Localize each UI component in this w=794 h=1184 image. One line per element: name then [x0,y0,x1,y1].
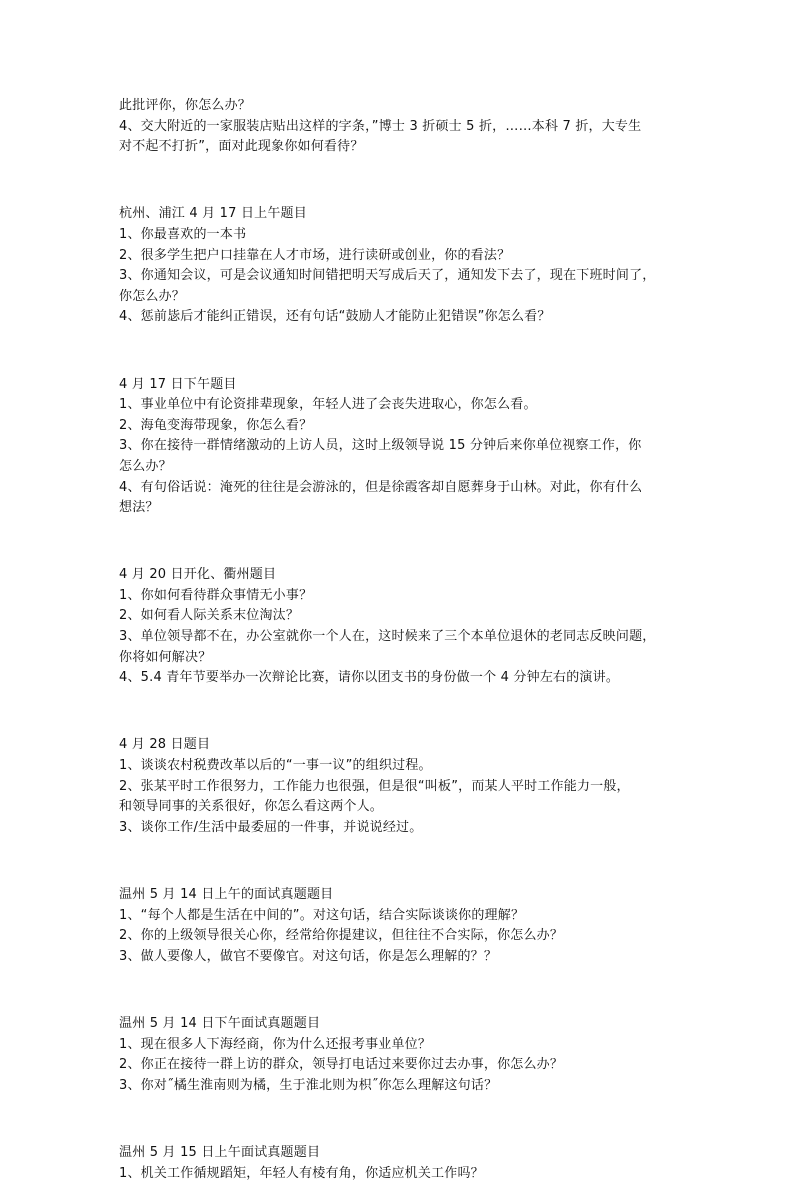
text-line: 2、你的上级领导很关心你，经常给你提建议，但往往不合实际，你怎么办？ [119,928,564,944]
text-line: 2、海龟变海带现象，你怎么看？ [119,417,313,433]
blank-line [119,532,694,553]
text-line: 你将如何解决？ [119,649,212,665]
text-line: 怎么办？ [119,458,172,474]
text-line: 2、张某平时工作很努力，工作能力也很强，但是很“叫板”，而某人平时工作能力一般， [119,778,630,794]
text-line: 温州 5 月 14 日上午的面试真题题目 [119,887,334,902]
text-line: 1、“每个人都是生活在中间的”。对这句话，结合实际谈谈你的理解？ [119,907,525,923]
text-line: 此批评你，你怎么办？ [119,98,252,113]
text-line: 温州 5 月 15 日上午面试真题题目 [119,1144,321,1160]
text-line: 3、谈你工作/生活中最委屈的一件事，并说说经过。 [119,819,423,835]
text-line: 2、如何看人际关系末位淘汰？ [119,608,300,624]
blank-line [119,702,694,723]
blank-line [119,851,694,872]
blank-line [119,171,694,192]
text-line: 1、机关工作循规蹈矩，年轻人有棱有角，你适应机关工作吗？ [119,1165,484,1181]
text-line: 3、你通知会议，可是会议通知时间错把明天写成后天了，通知发下去了，现在下班时间了， [119,268,656,284]
text-line: 3、单位领导都不在，办公室就你一个人在，这时候来了三个本单位退休的老同志反映问题， [119,629,656,645]
text-line: 3、你在接待一群情绪激动的上访人员，这时上级领导说 15 分钟后来你单位视察工作，你 [119,438,642,454]
text-line: 2、很多学生把户口挂靠在人才市场，进行读研或创业，你的看法？ [119,247,511,263]
text-line: 4、交大附近的一家服装店贴出这样的字条，”博士 3 折硕士 5 折，……本科 7 折，大专生 [119,118,642,134]
text-line: 4 月 28 日题目 [119,737,211,753]
blank-line [119,1109,694,1130]
text-line: 和领导同事的关系很好，你怎么看这两个人。 [119,799,384,815]
document-body [119,96,694,1184]
text-line: 3、你对˝橘生淮南则为橘，生于淮北则为枳˝你怎么理解这句话？ [119,1077,498,1093]
blank-line [119,341,694,362]
text-line: 4、5.4 青年节要举办一次辩论比赛，请你以团支书的身份做一个 4 分钟左右的演讲。 [119,670,620,686]
text-line: 1、你如何看待群众事情无小事？ [119,587,313,603]
text-line: 你怎么办？ [119,288,186,304]
text-line: 1、事业单位中有论资排辈现象，年轻人进了会丧失进取心，你怎么看。 [119,397,537,413]
blank-line [119,980,694,1001]
text-line: 4、有句俗话说：淹死的往往是会游泳的，但是徐霞客却自愿葬身于山林。对此，你有什么 [119,479,643,495]
text-line: 1、你最喜欢的一本书 [119,226,247,242]
text-line: 4 月 20 日开化、衢州题目 [119,567,277,583]
text-line: 1、谈谈农村税费改革以后的“一事一议”的组织过程。 [119,758,432,774]
text-line: 杭州、浦江 4 月 17 日上午题目 [119,206,307,222]
text-line: 想法？ [119,500,159,516]
text-line: 3、做人要像人，做官不要像官。对这句话，你是怎么理解的？？ [119,948,498,964]
text-line: 1、现在很多人下海经商，你为什么还报考事业单位？ [119,1036,432,1052]
text-line: 对不起不打折”，面对此现象你如何看待？ [119,139,364,155]
text-line: 4 月 17 日下午题目 [119,376,237,392]
text-line: 2、你正在接待一群上访的群众，领导打电话过来要你过去办事，你怎么办？ [119,1057,564,1073]
text-line: 4、惩前毖后才能纠正错误，还有句话“鼓励人才能防止犯错误”你怎么看？ [119,309,551,325]
text-line: 温州 5 月 14 日下午面试真题题目 [119,1015,321,1031]
